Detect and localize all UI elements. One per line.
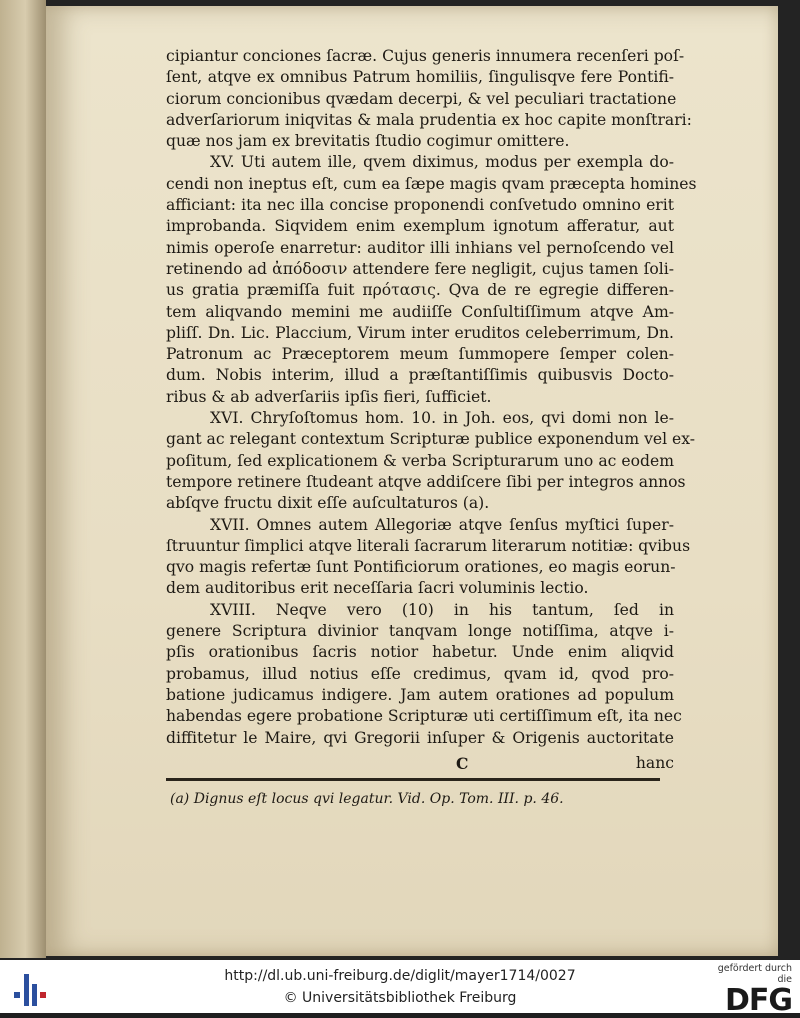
section-heading-line: XVII. Omnes autem Allegoriæ atqve ſenſus myſtici ſuper- [210,515,674,534]
section-heading-line: XVIII. Neqve vero (10) in his tantum, ſed in [210,600,674,619]
text-line: nimis operoſe enarretur: auditor illi inhians vel pernoſcendo vel [166,238,674,257]
text-line: improbanda. Siqvidem enim exemplum ignotum afferatur, aut [166,217,674,236]
funding-note: gefördert durch die [717,963,792,985]
text-line: habendas egere probatione Scripturæ uti certiſſimum eſt, ita nec [166,707,682,726]
text-line: ribus & ab adverſariis ipſis fieri, ſufficiet. [166,387,492,406]
text-line: abſqve fructu dixit eſſe auſcultaturos (a). [166,494,490,513]
text-line: dum. Nobis interim, illud a præſtantiſſimis quibusvis Docto- [166,366,674,385]
footnote: (a) Dignus eſt locus qvi legatur. Vid. Op. Tom. III. p. 46. [170,791,564,808]
section-heading-line: XV. Uti autem ille, qvem diximus, modus per exempla do- [210,153,674,172]
dfg-credit[interactable] [706,963,792,1017]
text-line: poſitum, ſed explicationem & verba Scripturarum uno ac eodem [166,451,674,470]
text-line: pliſſ. Dn. Lic. Placcium, Virum inter eruditos celeberrimum, Dn. [166,323,674,342]
dfg-logo-icon: DFG [724,983,792,1018]
text-line: afficiant: ita nec illa concise proponendi conſvetudo omnino erit [166,196,674,215]
text-line: qvo magis refertæ ſunt Pontificiorum orationes, eo magis eorun- [166,558,676,577]
text-line: adverſariorum iniqvitas & mala prudentia ex hoc capite monſtrari: [166,110,692,129]
text-line: retinendo ad ἀπόδοσιν attendere fere negligit, cujus tamen ſoli- [166,259,674,278]
text-line: probamus, illud notius eſſe credimus, qvam id, qvod pro- [166,664,674,683]
text-line: pſis orationibus ſacris notior habetur. Unde enim aliqvid [166,643,674,662]
page-text [166,46,697,810]
text-line: genere Scriptura divinior tanqvam longe notiſſima, atqve i- [166,622,674,641]
text-line: diffitetur le Maire, qvi Gregorii inſuper & Origenis auctoritate [166,728,674,747]
text-line: us gratia præmiſſa fuit πρότασις. Qva de re egregie differen- [166,281,674,300]
text-line: ſent, atqve ex omnibus Patrum homiliis, ſingulisqve fere Pontifi- [166,68,674,87]
footnote-rule [166,778,660,781]
signature-mark: C [456,753,469,773]
viewer-footer [0,960,800,1018]
signature-catchword-line [166,753,674,774]
previous-page-edge [0,0,46,958]
text-line: Patronum ac Præceptorem meum ſummopere ſemper colen- [166,345,674,364]
text-line: tem aliqvando memini me audiiſſe Conſultiſſimum atqve Am- [166,302,674,321]
text-line: cipiantur conciones ſacræ. Cujus generis innumera recenſeri poſ- [166,47,685,65]
text-line: dem auditoribus erit neceſſaria ſacri voluminis lectio. [166,579,589,598]
text-line: batione judicamus indigere. Jam autem orationes ad populum [166,685,674,704]
text-line: gant ac relegant contextum Scripturæ publice exponendum vel ex- [166,430,696,449]
text-line: cendi non ineptus eſt, cum ea ſæpe magis qvam præcepta homines [166,174,697,193]
section-heading-line: XVI. Chryſoſtomus hom. 10. in Joh. eos, qvi domi non le- [210,409,674,428]
text-line: ſtruuntur ſimplici atqve literali ſacrarum literarum notitiæ: qvibus [166,536,691,555]
scanned-page [46,6,778,956]
text-line: ciorum concionibus qvædam decerpi, & vel peculiari tractatione [166,89,677,108]
text-line: quæ nos jam ex brevitatis ſtudio cogimur omittere. [166,132,570,151]
copyright-text: © Universitätsbibliothek Freiburg [283,990,517,1006]
text-line: tempore retinere ſtudeant atqve addiſcere ſibi per integros annos [166,472,686,491]
catchword: hanc [635,753,674,772]
permalink-link[interactable]: http://dl.ub.uni-freiburg.de/diglit/mayer1714/0027 [224,968,576,984]
